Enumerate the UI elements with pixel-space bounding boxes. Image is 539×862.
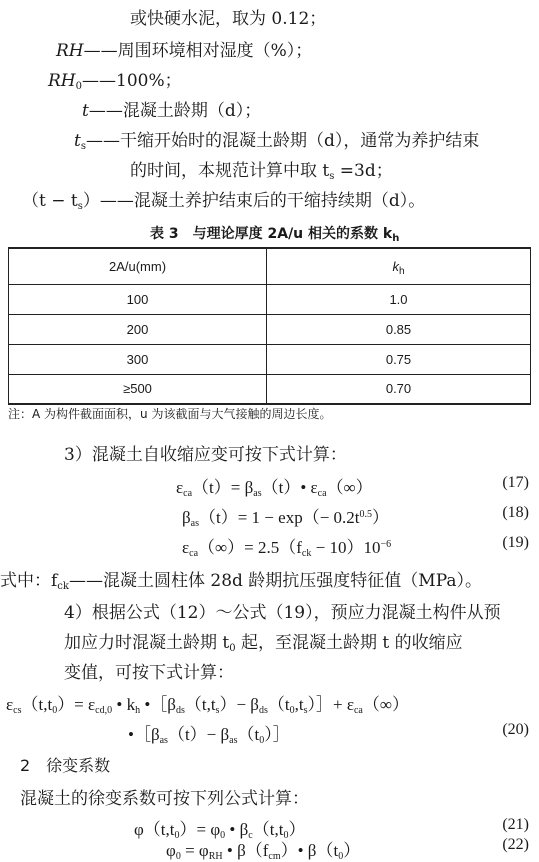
eq-sub: ck — [301, 548, 312, 559]
eq-sub: as — [253, 488, 262, 499]
fck-sub: ck — [57, 581, 69, 592]
def-desc: 混凝土龄期（d）； — [122, 101, 262, 121]
def-rh0 — [48, 66, 182, 91]
eq-sub: as — [229, 735, 238, 746]
def-cont-sub: s — [329, 171, 335, 182]
table-row — [9, 284, 531, 314]
eq-sub: 0 — [52, 705, 58, 716]
eq-part: ε — [182, 538, 190, 557]
eq-part: （t）• ε — [261, 478, 318, 497]
def-sep: —— — [82, 71, 116, 91]
table-caption — [150, 223, 399, 243]
def-sep: —— — [88, 101, 123, 121]
def-desc: 周围环境相对湿度（%）； — [117, 41, 313, 61]
eq-part: （∞）= 2.5（f — [198, 538, 302, 557]
eq-sub: 0 — [289, 705, 295, 716]
def-ts-continuation — [130, 156, 393, 181]
eq-part: （t）= 1 − exp（− 0.2t — [199, 508, 360, 527]
def-symbol: （t − t — [22, 191, 78, 211]
eq-part: • β — [225, 820, 249, 839]
equation-19 — [182, 533, 391, 558]
equation-20-number: (20) — [502, 721, 529, 738]
def-symbol: t — [82, 101, 89, 121]
eq-part: ε — [176, 478, 184, 497]
item-4-text: 加应力时混凝土龄期 t — [64, 633, 230, 653]
def-symbol: t — [74, 131, 81, 151]
eq-part: （∞） — [362, 695, 409, 714]
eq-sup: 0.5 — [359, 509, 373, 520]
eq-sub: ca — [189, 548, 199, 559]
eq-sub: as — [159, 735, 168, 746]
table-header-row — [9, 248, 531, 284]
eq-sub: s — [215, 705, 220, 716]
table-row — [9, 374, 531, 404]
eq-part: ） — [288, 820, 306, 839]
eq-part: （t,t — [184, 695, 216, 714]
eq-part: ）• β（t — [280, 841, 339, 860]
def-sep: —— — [99, 191, 134, 211]
eq-part: ）= φ — [179, 820, 221, 839]
eq-sub: cm — [268, 851, 281, 862]
def-symbol-sub: s — [77, 201, 83, 212]
def-cont-tail: =3d； — [334, 161, 393, 181]
eq-part: •［β — [140, 695, 176, 714]
caption-sub: h — [392, 233, 400, 244]
equation-22 — [166, 836, 360, 861]
eq-part: （t — [267, 695, 290, 714]
fck-desc: ——混凝土圆柱体 28d 龄期抗压强度特征值（MPa）。 — [68, 571, 483, 591]
header-k-sub: h — [398, 265, 405, 277]
item-4-line-2 — [64, 628, 463, 653]
section-2-heading: 2 徐变系数 — [20, 756, 111, 775]
eq-part: ,t — [294, 695, 304, 714]
table-cell: 100 — [9, 284, 267, 314]
eq-part: （t — [237, 725, 260, 744]
def-rh — [56, 36, 312, 61]
def-desc: 混凝土养护结束后的干缩持续期（d）。 — [133, 191, 426, 211]
def-symbol-sub: s — [80, 141, 86, 152]
caption-text: 表 3 与理论厚度 2A/u 相关的系数 k — [150, 226, 393, 242]
table-row — [9, 344, 531, 374]
eq-part: （t,t — [252, 820, 284, 839]
eq-part: ）］+ ε — [307, 695, 354, 714]
table-header-thickness: 2A/u(mm) — [9, 248, 267, 284]
eq-sub: 0 — [175, 851, 181, 862]
table-cell: 0.70 — [267, 374, 531, 404]
eq-sub: ca — [353, 705, 363, 716]
def-symbol-tail: ） — [82, 191, 100, 211]
eq-sub: ca — [183, 488, 193, 499]
table-cell: 0.85 — [267, 314, 531, 344]
equation-17 — [176, 473, 373, 498]
eq-sub: 0 — [259, 735, 265, 746]
eq-sub: ds — [258, 705, 268, 716]
eq-part: •［β — [128, 725, 160, 744]
equation-18 — [182, 503, 389, 528]
def-symbol-sub: 0 — [75, 81, 82, 92]
eq-part: ） — [343, 841, 361, 860]
eq-sub: ca — [317, 488, 327, 499]
eq-sub: s — [303, 705, 308, 716]
eq-part: ε — [6, 695, 14, 714]
eq-part: ）− β — [219, 695, 259, 714]
eq-part: （t）= β — [192, 478, 254, 497]
table-cell: 300 — [9, 344, 267, 374]
eq-part: ）= ε — [57, 695, 96, 714]
table-header-kh — [267, 248, 531, 284]
def-cont-text: 的时间，本规范计算中取 t — [130, 161, 330, 181]
def-t-ts — [22, 186, 425, 211]
def-desc: 干缩开始时的混凝土龄期（d），通常为养护结束 — [119, 131, 480, 151]
eq-part: φ（t,t — [134, 820, 175, 839]
coefficient-table — [8, 247, 531, 405]
equation-22-number: (22) — [502, 836, 529, 853]
equation-17-number: (17) — [502, 474, 529, 491]
fck-definition — [0, 566, 482, 591]
section-2-text: 混凝土的徐变系数可按下列公式计算： — [20, 789, 309, 809]
eq-part: （t）− β — [167, 725, 230, 744]
eq-sub: 0 — [283, 830, 289, 841]
eq-sub: as — [190, 518, 199, 529]
eq-part: • k — [112, 695, 136, 714]
equation-18-number: (18) — [502, 504, 529, 521]
eq-sub: RH — [208, 851, 223, 862]
eq-part: （∞） — [326, 478, 373, 497]
header-k: k — [392, 258, 399, 274]
eq-part: ）］ — [264, 725, 290, 744]
def-ts — [74, 126, 479, 151]
equation-20-line-1 — [6, 690, 409, 715]
def-sep: —— — [85, 131, 120, 151]
def-symbol: RH — [48, 71, 76, 91]
table-row — [9, 314, 531, 344]
item-4-line-1: 4）根据公式（12）～公式（19），预应力混凝土构件从预 — [64, 603, 501, 623]
fck-pre: 式中：f — [0, 571, 58, 591]
eq-part: = φ — [180, 841, 209, 860]
eq-sub: h — [135, 705, 141, 716]
eq-part: φ — [166, 841, 176, 860]
eq-part: ） — [372, 508, 390, 527]
eq-sub: ds — [175, 705, 185, 716]
item-4-sub: 0 — [229, 643, 236, 654]
eq-part: β — [182, 508, 191, 527]
table-note: 注：A 为构件截面面积，u 为该截面与大气接触的周边长度。 — [8, 407, 332, 421]
eq-sup: −6 — [380, 539, 392, 550]
continuation-line: 或快硬水泥，取为 0.12； — [130, 9, 327, 29]
equation-21-number: (21) — [502, 816, 529, 833]
eq-sub: 0 — [174, 830, 180, 841]
item-3-text: 3）混凝土自收缩应变可按下式计算： — [64, 445, 347, 465]
equation-20-line-2 — [128, 720, 290, 745]
equation-19-number: (19) — [502, 534, 529, 551]
table-cell: 0.75 — [267, 344, 531, 374]
table-cell: 200 — [9, 314, 267, 344]
eq-part: − 10）10 — [311, 538, 381, 557]
def-symbol: RH — [56, 41, 84, 61]
def-sep: —— — [83, 41, 118, 61]
eq-sub: cd,0 — [95, 705, 113, 716]
item-4-tail: 起，至混凝土龄期 t 的收缩应 — [235, 633, 463, 653]
eq-part: （t,t — [21, 695, 53, 714]
eq-sub: cs — [13, 705, 22, 716]
item-4-line-3: 变值，可按下式计算： — [64, 663, 234, 683]
table-cell: 1.0 — [267, 284, 531, 314]
eq-part: • β（f — [222, 841, 269, 860]
eq-sub: 0 — [220, 830, 226, 841]
def-desc: 100%； — [116, 71, 182, 91]
eq-sub: c — [248, 830, 253, 841]
def-t — [82, 96, 261, 121]
eq-sub: 0 — [338, 851, 344, 862]
table-cell: ≥500 — [9, 374, 267, 404]
